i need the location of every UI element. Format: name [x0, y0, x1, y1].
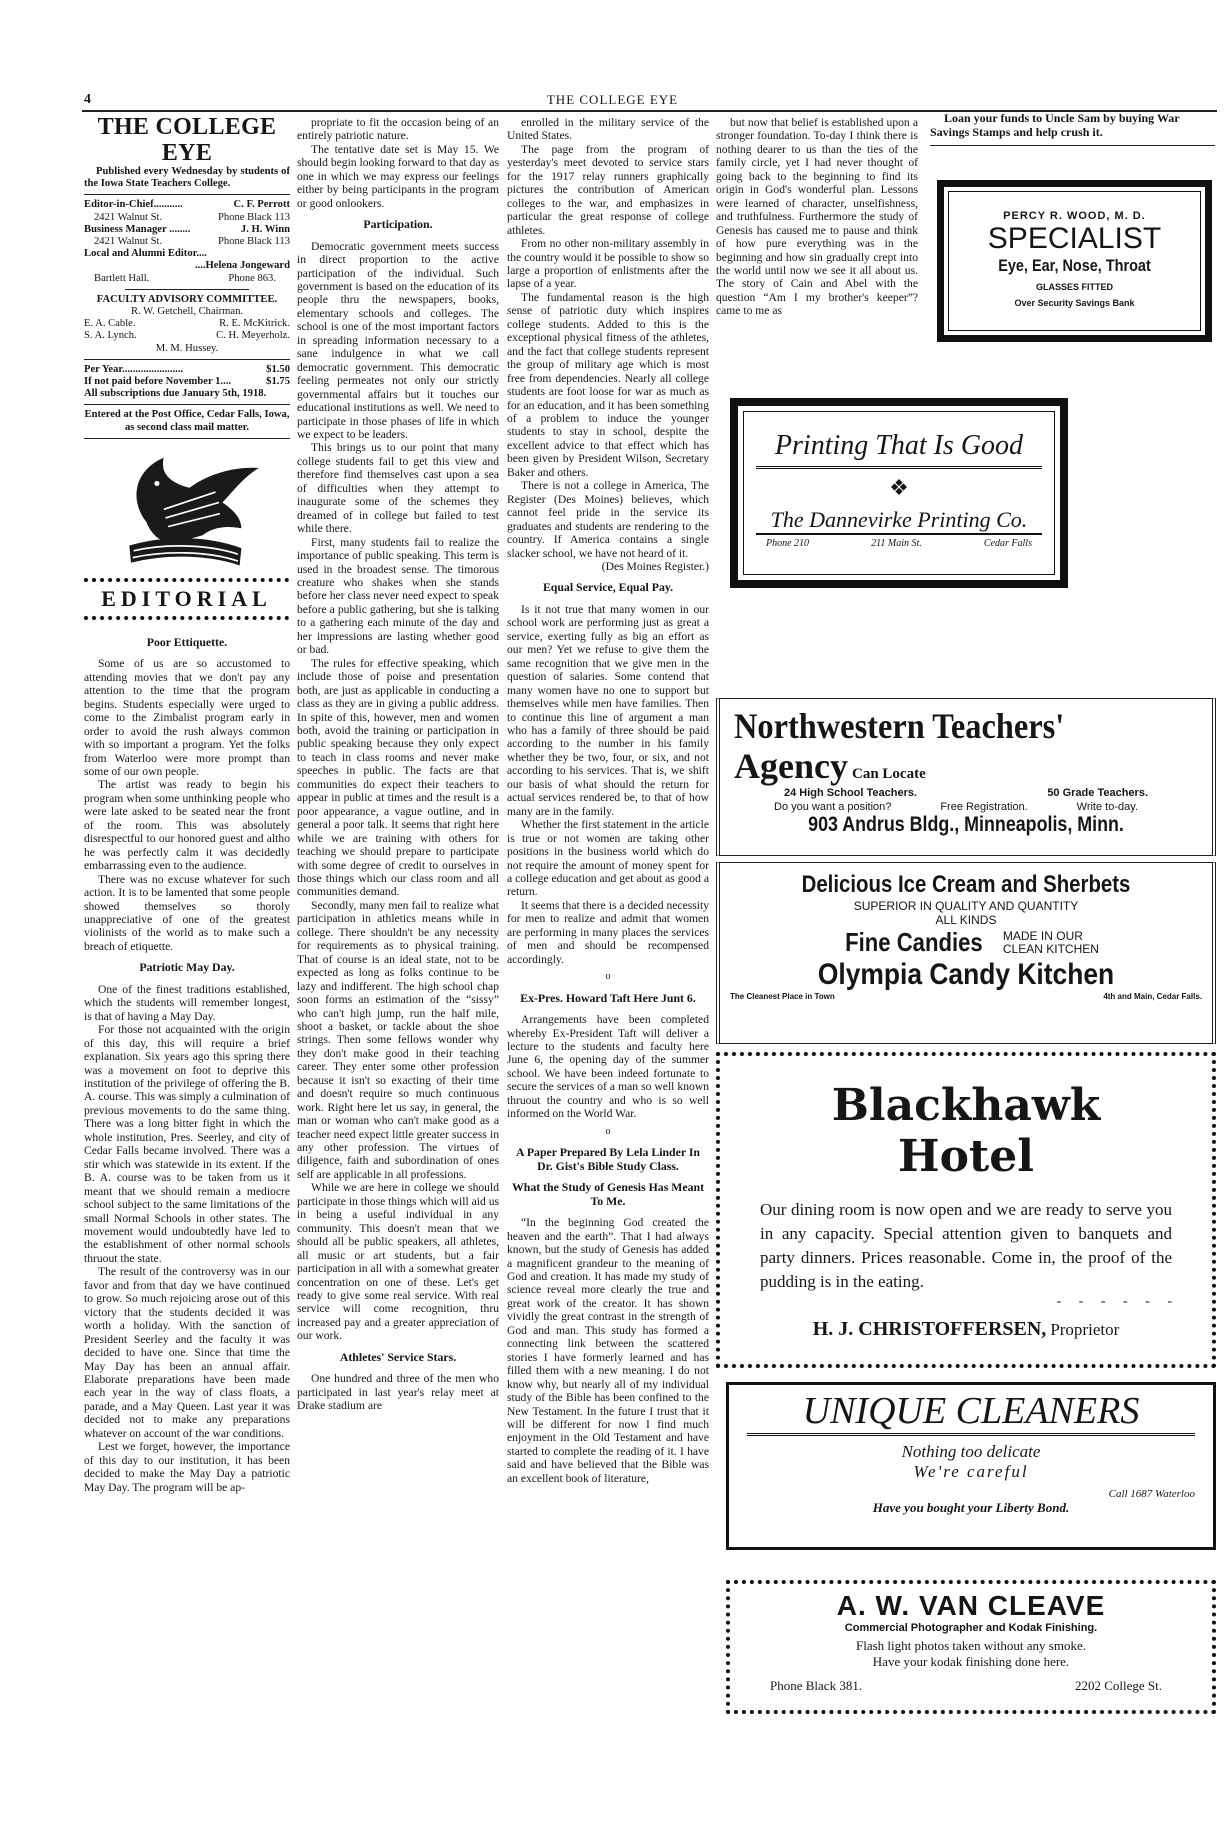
specialist-title: SPECIALIST [987, 222, 1162, 255]
high-school-count: 24 High School Teachers. [784, 787, 918, 799]
photographer-name: A. W. VAN CLEAVE [836, 1590, 1106, 1621]
address: Bartlett Hall. [94, 272, 150, 284]
address: 2421 Walnut St. [94, 236, 163, 248]
column-3 [507, 116, 709, 1696]
agency-word: Agency [734, 746, 848, 786]
committee-title: FACULTY ADVISORY COMMITTEE. [96, 293, 278, 305]
article-headline: A Paper Prepared By Lela Linder In Dr. Gist's Bible Study Class. [516, 1145, 700, 1173]
member: C. H. Meyerholz. [216, 330, 290, 342]
doctor-name: PERCY R. WOOD, M. D. [1003, 210, 1146, 222]
paragraph: The page from the program of yesterday's meet devoted to service stars for the 1917 relay runners graphically pictures the contribution of American colleges to the war, and emphasizes in particular the great response of college athletes. [507, 142, 709, 237]
paragraph: There was no excuse whatever for such action. It is to be lamented that some people showed themselves so thoroly unappreciative of one of the greatest violinists of the world as to make such a breach of etiquette. [84, 872, 290, 953]
blackhawk-hotel-ad [716, 1052, 1216, 1368]
role: Editor-in-Chief........... [84, 199, 183, 211]
paragraph: From no other non-military assembly in the country would it be possible to show so large a proportion of enlistments after the lapse of a year. [507, 237, 709, 291]
local-editor-name: ....Helena Jongeward [194, 260, 290, 272]
name: C. F. Perrott [233, 199, 290, 211]
paragraph: enrolled in the military service of the United States. [507, 116, 709, 143]
clean-kitchen: CLEAN KITCHEN [1002, 941, 1099, 956]
article-headline: Equal Service, Equal Pay. [542, 580, 674, 595]
grade-count: 50 Grade Teachers. [1047, 787, 1148, 799]
paragraph: For those not acquainted with the origin of this day, this will require a brief explanation. Six years ago this spring there was a movement on foot to deprive this institution of the privilege of offering the B. A. course. This was simply a culmination of previous movements to do the same thing. There was a long bitter fight in which the whole institution, Pres. Seerley, and city of Cedar Falls became involved. There was a stir which was statewide in its extent. If the B. A. course was to be taken from us it meant that we should remain a mediocre school subject to the same limitations of the small Normal Schools in other states. The movement would undoubtedly have led to the establishment of other normal schools thruout the state. [84, 1023, 290, 1265]
candy-kitchen-ad [716, 862, 1216, 1044]
eagle-illustration [105, 449, 270, 574]
paragraph: The rules for effective speaking, which include those of poise and presentation both, are just as applicable in conducting a class as they are in giving a public address. In spite of this, however, men and women both, avoid the training or participation in public speaking because they only expect to teach in class rooms and never make speeches in public. The facts are that communities do expect their teachers to appear in public at times and the result is a poor appearance, a vague outline, and in general a poor talk. It seems that right here while we are training with others for teaching we should prepare to participate with some degree of credit to ourselves in those things which our class room and all communities demand. [297, 656, 499, 899]
agency-name: Northwestern Teachers' [734, 706, 1065, 746]
printing-ad [730, 398, 1068, 588]
label: If not paid before November 1.... [84, 376, 232, 388]
paragraph: The result of the controversy was in our favor and from that day we have continued to grow. So much rejoicing arose out of this victory that the students decided it was worth a holiday. With the sanction of President Seerley and the faculty it was decided to have one. Since that time the May Day has been an annual affair. Elaborate preparations have been made each year in the way of class floats, a parade, and a May Queen. Last year it was decided not to make any preparations whatever on account of the war conditions. [84, 1265, 290, 1440]
staff-editor [84, 199, 290, 284]
column-4 [716, 116, 918, 346]
masthead-published: Published every Wednesday by students of the Iowa State Teachers College. [84, 166, 290, 190]
phone: Phone Black 113 [218, 236, 290, 248]
separator: o [605, 971, 611, 983]
phone: Phone 210 [766, 538, 810, 549]
paragraph: (Des Moines Register.) [601, 559, 709, 573]
printing-slogan: Printing That Is Good [756, 430, 1042, 469]
teachers-agency-ad [716, 698, 1216, 856]
phone: Phone Black 381. [770, 1678, 863, 1693]
location: 4th and Main, Cedar Falls. [1103, 992, 1202, 1001]
cleaners-phone: Call 1687 Waterloo [1108, 1488, 1195, 1500]
name: J. H. Winn [240, 223, 290, 235]
postal-notice: Entered at the Post Office, Cedar Falls, Iowa, as second class mail matter. [84, 409, 290, 433]
write-today: Write to-day. [1076, 801, 1138, 813]
committee-chair: R. W. Getchell, Chairman. [130, 306, 244, 318]
paragraph: Is it not true that many women in our school work are performing just as great a service, exerting fully as big an effort as our men? Yet we refuse to give them the same recognition that we give men in the question of salaries. Some contend that many women have no one to support but themselves while men have families. Then to continue this line of argument a man who has a family of three should be paid according to the number in his family whether they be two, four, or six, and not according to his services. That is, we shift our basis of what should the return for actual services rendered be, to that of how many are in the family. [507, 602, 709, 818]
paragraph: propriate to fit the occasion being of an entirely patriotic nature. [297, 116, 499, 143]
cleaners-line1: Nothing too delicate [901, 1442, 1041, 1461]
specialist-ad [937, 180, 1212, 342]
hotel-name: Blackhawk Hotel [831, 1080, 1101, 1182]
article-headline: Participation. [363, 217, 433, 232]
photo-line2: Have your kodak finishing done here. [872, 1654, 1070, 1669]
column-2 [297, 116, 499, 1696]
paragraph: Some of us are so accustomed to attending movies that we don't pay any attention to the time that the program begins. Students especially were urged to come to the Zimbalist program early in order to avoid the rush always common with so important a program. Yet the folks from Waterloo were more prompt than some of our own people. [84, 657, 290, 778]
position-question: Do you want a position? [774, 801, 892, 813]
unique-cleaners-ad [726, 1382, 1216, 1550]
dashes: - - - - - - [1056, 1294, 1172, 1309]
separator: o [605, 1125, 611, 1137]
paragraph: but now that belief is established upon a stronger foundation. To-day I think there is nothing dearer to us than the ties of the family circle, yet I had never thought of going back to the beginning to find its origin in God's wonderful plan. Lessons were learned of character, unselfishness, and truthfulness. Furthermore the study of Genesis has caused me to pause and think of how pure everything was in the beginning and how sin gradually crept into the world until now we see it all about us. The story of Cain and Abel with the question “Am I my brother's keeper”? came to me as [716, 116, 918, 318]
member: E. A. Cable. [84, 318, 136, 330]
editorial-banner: EDITORIAL [84, 578, 289, 620]
candy-headline: Delicious Ice Cream and Sherbets [801, 871, 1131, 898]
masthead [84, 114, 290, 443]
printing-company: The Dannevirke Printing Co. [756, 507, 1042, 535]
paragraph: “In the beginning God created the heaven and the earth”. That I had always known, but the study of Genesis has added a magnificent grandeur to the meaning of God and creation. It has made my study of science reveal more clearly the true and great work of the creator. It has shown vividly the great contrast in the strength of God and man. This study has formed a connecting link between the scattered stories I have formerly learned and has filled them with a new meaning. I do not know why, but nearly all of my individual study of the Bible has been confined to the New Testament. In the future I trust that it will be different for now I find much enjoyment in the Old Testament and have started to complete the reading of it. I have said and have believed that the Bible was an excellent book of literature, [507, 1216, 709, 1485]
article-headline: Patriotic May Day. [139, 960, 235, 975]
war-stamps-notice: Loan your funds to Uncle Sam by buying War Savings Stamps and help crush it. [930, 112, 1215, 146]
paragraph: Arrangements have been completed whereby Ex-President Taft will deliver a lecture to the students and faculty here June 6, the opening day of the summer school. We have been indeed fortunate to secure the services of a man so well known thruout the country and who is so well informed on the World War. [507, 1013, 709, 1121]
registration: Free Registration. [940, 801, 1028, 813]
member: M. M. Hussey. [155, 342, 219, 354]
agency-address: 903 Andrus Bldg., Minneapolis, Minn. [808, 813, 1124, 836]
left-column-stack [84, 114, 290, 1696]
address: 211 Main St. [871, 538, 922, 549]
specialty: Eye, Ear, Nose, Throat [998, 256, 1151, 275]
paragraph: One of the finest traditions established, which the students will remember longest, is that of having a May Day. [84, 982, 290, 1023]
paragraph: Secondly, many men fail to realize what participation in athletics means while in college. There shouldn't be any necessity for requirements as to physical training. That of course is an ideal state, not to be expected as long as folks continue to be lazy and indifferent. The high school chap soon forms an estimation of the “sissy” who can't high jump, run the half mile, shoot a basket, or tackle about the shoe strings. Then some fellows wonder why they don't make good in their teaching career. They enter some other profession because it isn't so exacting of their time and doesn't require so much continuous work. Right here let us say, in general, the man or woman who can't make good as a teacher need expect little greater success in any other profession. The virtues of diligence, faith and subordination of ones self are applicable in all professions. [297, 898, 499, 1181]
paragraph: It seems that there is a decided necessity for men to realize and admit that women are performing in many places the services of men and should be recompensed accordingly. [507, 898, 709, 966]
price: $1.50 [266, 363, 290, 375]
faculty-committee [84, 294, 290, 355]
kinds: ALL KINDS [935, 913, 997, 927]
paragraph: There is not a college in America, The Register (Des Moines) believes, which cannot feel pride in the service its graduates and students are rendering to the country. If America contains a single slacker school, we have not heard of it. [507, 479, 709, 560]
city: Cedar Falls [983, 538, 1032, 549]
paragraph: The artist was ready to begin his program when some unthinking people who were late asked to be seated near the front of the room. This was absolutely disrespectful to our honored guest and altho he was perfectly calm it was decidedly embarrassing even to the audience. [84, 778, 290, 873]
made-in: MADE IN OUR [1002, 928, 1083, 943]
masthead-title: THE COLLEGE EYE [97, 114, 277, 166]
article-headline: What the Study of Genesis Has Meant To Me. [511, 1180, 705, 1208]
article-headline: Athletes' Service Stars. [339, 1349, 457, 1364]
paragraph: Democratic government meets success in direct proportion to the active participation of the individual. Such government is based on the education of its people thru the newspapers, books, elementary schools and colleges. The school is one of the most important factors in spreading information necessary to a sane indulgence in what we call democratic government. This democratic feeling permeates not only our strictly governmental affairs but it touches our educational institutions as well. We need to participate in those phases of life in which we expect to be leaders. [297, 239, 499, 442]
ornament-icon: ❖ [889, 475, 909, 500]
article-headline: Ex-Pres. Howard Taft Here Junt 6. [520, 990, 696, 1005]
candy-shop-name: Olympia Candy Kitchen [817, 958, 1115, 991]
photo-line1: Flash light photos taken without any smoke. [855, 1638, 1086, 1653]
article-headline: Poor Ettiquette. [146, 634, 228, 649]
member: R. E. McKitrick. [219, 318, 290, 330]
phone: Phone Black 113 [218, 211, 290, 223]
paragraph: One hundred and three of the men who participated in last year's relay meet at Drake stadium are [297, 1372, 499, 1413]
hotel-body: Our dining room is now open and we are ready to serve you in any capacity. Special attention given to banquets and party dinners. Prices reasonable. Come in, the proof of the pudding is in the eating. [760, 1200, 1172, 1291]
proprietor-title: Proprietor [1050, 1320, 1120, 1339]
tagline: The Cleanest Place in Town [730, 992, 835, 1001]
cleaners-line2: We're careful [913, 1462, 1029, 1481]
address: 2421 Walnut St. [94, 211, 163, 223]
van-cleave-ad [726, 1580, 1216, 1714]
paragraph: This brings us to our point that many college students fail to get this view and therefore find themselves cast upon a sea of difficulties when they attempt to inaugurate some of the schemes they dreamed of in college but failed to test while there. [297, 441, 499, 536]
paragraph: Lest we forget, however, the importance of this day to our institution, it has been decided to make the May Day a patriotic May Day. The program will be ap- [84, 1440, 290, 1494]
page-number: 4 [84, 92, 91, 107]
member: S. A. Lynch. [84, 330, 137, 342]
paragraph: The fundamental reason is the high sense of patriotic duty which inspires college students. Added to this is the exceptional physical fitness of the athletes, and the fact that college students represent the group of military age which is most free from dependencies. Nearly all college students are foot loose for war as much as for an education, and it has been something of a problem to induce the younger students to stay in school, despite the excellent advice to that effect which has been given by President Wilson, Secretary Baker and others. [507, 290, 709, 479]
role: Business Manager ........ [84, 223, 191, 235]
glasses-fitted: GLASSES FITTED [1035, 282, 1113, 292]
fine-candies: Fine Candies [845, 927, 983, 957]
paragraph: Whether the first statement in the article is true or not women are taking other positions in the business world which do not require the amount of money spent for a college education and get about as good a return. [507, 818, 709, 899]
liberty-bond: Have you bought your Liberty Bond. [872, 1500, 1070, 1515]
paragraph: While we are here in college we should participate in those things which will aid us in being a useful individual in any community. This doesn't mean that we should all be public speakers, all athletes, all music or art students, but a fair participation in all with a somewhat greater concentration on one of these. Let's get ready to give some real service. With real service will come recognition, thru increased pay and a greater appreciation of our work. [297, 1181, 499, 1343]
paragraph: First, many students fail to realize the importance of public speaking. This term is used in the broadest sense. The timorous creature who shakes when she stands before her class never need expect to speak before a public gathering, but she is talking to a gathering each minute of the day and her impressions are lasting whether good or bad. [297, 535, 499, 657]
proprietor-name: H. J. CHRISTOFFERSEN, [812, 1318, 1047, 1340]
price: $1.75 [266, 376, 290, 388]
phone: Phone 863. [228, 272, 276, 284]
quality: SUPERIOR IN QUALITY AND QUANTITY [853, 899, 1079, 913]
running-title: THE COLLEGE EYE [546, 92, 679, 107]
local-editor-role: Local and Alumni Editor.... [84, 248, 207, 260]
paragraph: The tentative date set is May 15. We should begin looking forward to that day as one in which we may express our feelings either by being participants in the program or good onlookers. [297, 142, 499, 210]
can-locate: Can Locate [851, 766, 926, 782]
subscription-rates [84, 364, 290, 401]
label: Per Year....................... [84, 363, 184, 375]
address: 2202 College St. [1074, 1678, 1162, 1693]
column-1 [84, 628, 290, 1696]
subscriptions-due: All subscriptions due January 5th, 1918. [84, 388, 267, 400]
photographer-subtitle: Commercial Photographer and Kodak Finishing. [844, 1622, 1098, 1634]
location: Over Security Savings Bank [1014, 298, 1135, 308]
cleaners-name: UNIQUE CLEANERS [747, 1389, 1195, 1436]
